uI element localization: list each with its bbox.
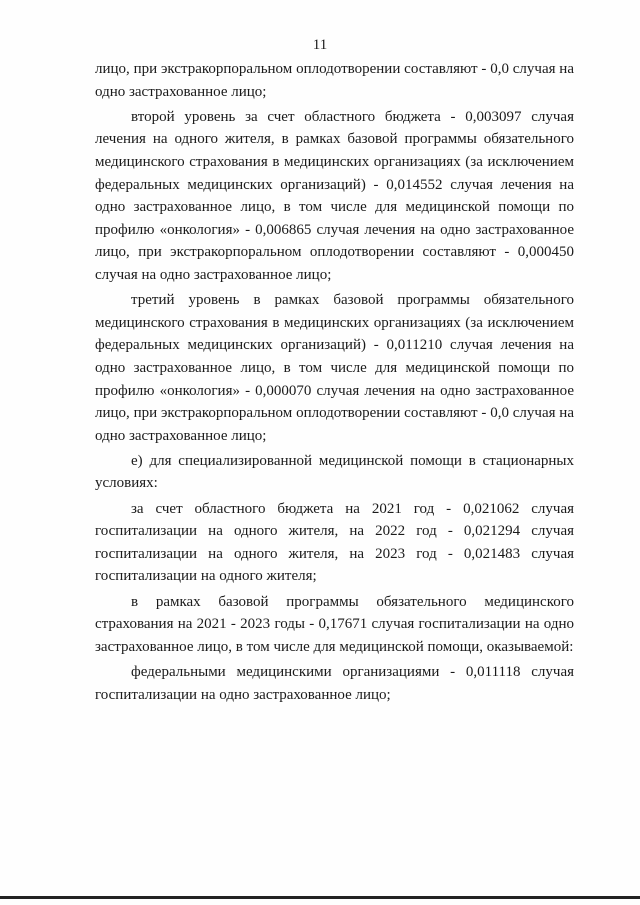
document-body	[95, 58, 574, 709]
paragraph-continuation: лицо, при экстракорпоральном оплодотворении составляют - 0,0 случая на одно застрахованное лицо;	[95, 61, 574, 100]
paragraph-second-level: второй уровень за счет областного бюджета - 0,003097 случая лечения на одного жителя, в рамках базовой программы обязательного медицинского страхования в медицинских организациях (за исключением федеральных медицинских организаций) - 0,014552 случая лечения на одно застрахованное лицо, в том числе для медицинской помощи по профилю «онкология» - 0,006865 случая лечения на одно застрахованное лицо, при экстракорпоральном оплодотворении составляют - 0,000450 случая на одно застрахованное лицо;	[95, 108, 574, 283]
paragraph-third-level: третий уровень в рамках базовой программы обязательного медицинского страхования в медицинских организациях (за исключением федеральных медицинских организаций) - 0,011210 случая лечения на одно застрахованное лицо, в том числе для медицинской помощи по профилю «онкология» - 0,000070 случая лечения на одно застрахованное лицо, при экстракорпоральном оплодотворении составляют - 0,0 случая на одно застрахованное лицо;	[95, 292, 574, 444]
page-number: 11	[312, 37, 328, 53]
page-bottom-edge	[0, 896, 640, 899]
paragraph-oms-program: в рамках базовой программы обязательного медицинского страхования на 2021 - 2023 годы - 0,17671 случая госпитализации на одно застрахованное лицо, в том числе для медицинской помощи, оказываемой:	[95, 593, 574, 655]
paragraph-item-e: е) для специализированной медицинской помощи в стационарных условиях:	[95, 452, 574, 492]
paragraph-federal-organizations: федеральными медицинскими организациями - 0,011118 случая госпитализации на одно застрахованное лицо;	[95, 664, 574, 703]
paragraph-regional-budget: за счет областного бюджета на 2021 год - 0,021062 случая госпитализации на одного жителя, на 2022 год - 0,021294 случая госпитализации на одного жителя, на 2023 год - 0,021483 случая госпитализации на одного жителя;	[95, 500, 574, 585]
